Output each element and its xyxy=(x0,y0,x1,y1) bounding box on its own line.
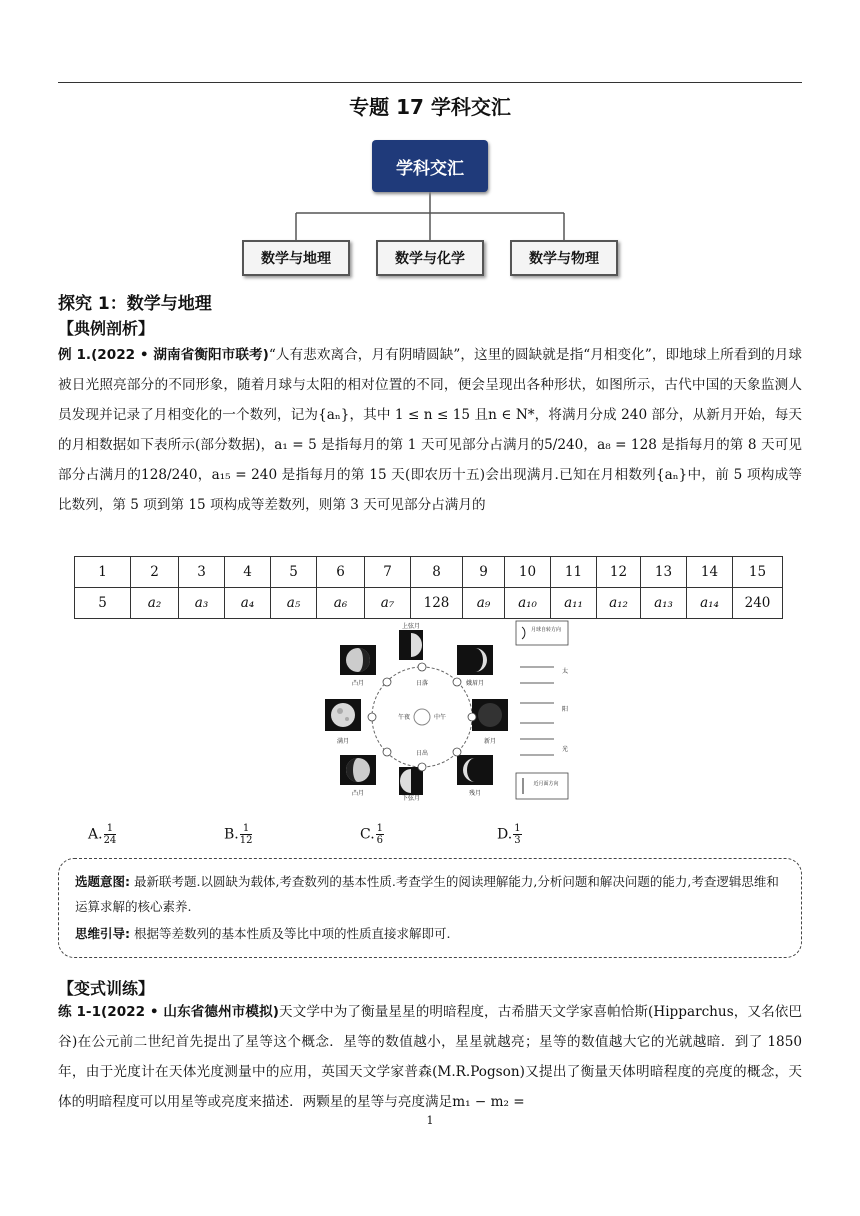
guide-row xyxy=(75,921,785,946)
legend-rotation-label: 月球自转方向 xyxy=(530,627,562,633)
moon-label: 凸月 xyxy=(351,680,365,687)
sun-label: 太 xyxy=(562,668,569,675)
choice-fraction xyxy=(513,823,521,846)
numerator: 1 xyxy=(240,823,253,835)
diagram-node-math-chemistry: 数学与化学 xyxy=(376,240,484,276)
table-cell: a₄ xyxy=(225,588,271,619)
example-heading: 【典例剖析】 xyxy=(58,319,155,338)
table-cell: a₉ xyxy=(463,588,505,619)
table-cell: a₁₂ xyxy=(597,588,641,619)
table-cell: 240 xyxy=(733,588,783,619)
center-label: 午夜 xyxy=(397,714,411,721)
section-heading: 探究 1：数学与地理 xyxy=(58,294,212,314)
table-cell: a₂ xyxy=(131,588,179,619)
table-cell: 14 xyxy=(687,557,733,588)
page-number: 1 xyxy=(426,1114,434,1127)
numerator: 1 xyxy=(514,823,521,834)
page-title: 专题 17 学科交汇 xyxy=(349,95,511,119)
table-row-values xyxy=(75,588,783,619)
table-cell: 12 xyxy=(597,557,641,588)
example-source: (2022 • 湖南省衡阳市联考) xyxy=(91,347,269,363)
practice-body: 天文学中为了衡量星星的明暗程度，古希腊天文学家喜帕恰斯(Hipparchus，又名依巴谷)在公元前二世纪首先提出了星等这个概念．星等的数值越小，星星就越亮；星等的数值越大它的光就越暗．到了 1850 年，由于光度计在天体光度测量中的应用，英国天文学家普森(M.R.Pogson)又提出了衡量天体明暗程度的亮度的概念，天体的明暗程度可以用星等或亮度来描述．两颗星的星等与亮度满足m₁ − m₂ = xyxy=(58,1004,803,1110)
analysis-note-box xyxy=(58,858,802,958)
table-cell: 13 xyxy=(641,557,687,588)
table-cell: 3 xyxy=(179,557,225,588)
diagram-root-node: 学科交汇 xyxy=(372,140,488,192)
choice-letter: A. xyxy=(88,826,103,843)
sunlight-legend xyxy=(514,619,572,801)
intent-label: 选题意图: xyxy=(75,874,130,889)
table-cell: a₁₀ xyxy=(505,588,551,619)
guide-label: 思维引导: xyxy=(75,926,130,941)
practice-heading: 【变式训练】 xyxy=(58,979,155,998)
table-cell: 8 xyxy=(411,557,463,588)
choice-fraction xyxy=(104,823,117,846)
table-cell: a₁₃ xyxy=(641,588,687,619)
numerator: 1 xyxy=(376,823,384,834)
denominator: 3 xyxy=(514,835,521,846)
sequence-table xyxy=(74,556,783,619)
table-cell: a₃ xyxy=(179,588,225,619)
moon-label: 凸月 xyxy=(351,790,365,797)
table-cell: 10 xyxy=(505,557,551,588)
table-cell: 15 xyxy=(733,557,783,588)
numerator: 1 xyxy=(104,823,117,835)
table-cell: a₁₄ xyxy=(687,588,733,619)
sun-label: 阳 xyxy=(562,706,569,713)
example-1-text xyxy=(58,340,802,552)
moon-label: 残月 xyxy=(468,790,482,797)
moon-label: 满月 xyxy=(336,738,350,745)
table-cell: a₅ xyxy=(271,588,317,619)
practice-label: 练 1-1 xyxy=(58,1004,102,1020)
table-cell: 5 xyxy=(75,588,131,619)
table-cell: 4 xyxy=(225,557,271,588)
denominator: 6 xyxy=(376,835,384,846)
choice-letter: B. xyxy=(224,826,239,843)
moon-label: 下弦月 xyxy=(401,795,421,801)
center-label: 中午 xyxy=(433,714,447,721)
guide-text: 根据等差数列的基本性质及等比中项的性质直接求解即可. xyxy=(133,926,451,941)
choice-c[interactable] xyxy=(360,823,385,846)
table-cell: 1 xyxy=(75,557,131,588)
sun-label: 光 xyxy=(562,746,569,753)
choice-b[interactable] xyxy=(224,823,253,846)
example-label: 例 1. xyxy=(58,347,92,363)
intent-text: 最新联考题.以圆缺为载体,考查数列的基本性质.考查学生的阅读理解能力,分析问题和解决问题的能力,考查逻辑思维和运算求解的核心素养. xyxy=(75,874,779,914)
moon-label: 上弦月 xyxy=(401,623,421,630)
table-cell: 2 xyxy=(131,557,179,588)
practice-source: (2022 • 山东省德州市模拟) xyxy=(101,1004,279,1020)
center-label: 日出 xyxy=(415,750,429,757)
center-label: 日落 xyxy=(415,680,429,687)
table-cell: 6 xyxy=(317,557,365,588)
moon-label: 新月 xyxy=(483,738,497,745)
table-cell: a₁₁ xyxy=(551,588,597,619)
legend-face-label: 近月面方向 xyxy=(533,781,559,787)
denominator: 24 xyxy=(103,835,117,846)
choice-fraction xyxy=(240,823,253,846)
diagram-node-math-geography: 数学与地理 xyxy=(242,240,350,276)
diagram-node-math-physics: 数学与物理 xyxy=(510,240,618,276)
moon-label: 娥眉月 xyxy=(465,680,485,687)
table-cell: 5 xyxy=(271,557,317,588)
denominator: 12 xyxy=(239,835,253,846)
table-cell: 128 xyxy=(411,588,463,619)
practice-1-1-text xyxy=(58,997,802,1117)
choice-d[interactable] xyxy=(497,823,523,846)
table-cell: a₆ xyxy=(317,588,365,619)
table-cell: 7 xyxy=(365,557,411,588)
intent-row xyxy=(75,869,785,919)
example-body: “人有悲欢离合，月有阴晴圆缺”，这里的圆缺就是指“月相变化”，即地球上所看到的月球被日光照亮部分的不同形象，随着月球与太阳的相对位置的不同，便会呈现出各种形状，如图所示，古代中国的天象监测人员发现并记录了月相变化的一个数列，记为{aₙ}，其中 1 ≤ n ≤ 15 且n ∈ N*，将满月分成 240 部分，从新月开始，每天的月相数据如下表所示(部分数据)，a₁ = 5 是指每月的第 1 天可见部分占满月的5/240，a₈ = 128 是指每月的第 8 天可见部分占满月的128/240，a₁₅ = 240 是指每月的第 15 天(即农历十五)会出现满月.已知在月相数列{aₙ}中，前 5 项构成等比数列，第 5 项到第 15 项构成等差数列，则第 3 天可见部分占满月的 xyxy=(58,347,802,513)
choice-letter: C. xyxy=(360,826,375,843)
table-row-index xyxy=(75,557,783,588)
choice-a[interactable] xyxy=(88,823,117,846)
table-cell: a₇ xyxy=(365,588,411,619)
choice-fraction xyxy=(376,823,384,846)
table-cell: 9 xyxy=(463,557,505,588)
choice-letter: D. xyxy=(497,826,513,843)
table-cell: 11 xyxy=(551,557,597,588)
